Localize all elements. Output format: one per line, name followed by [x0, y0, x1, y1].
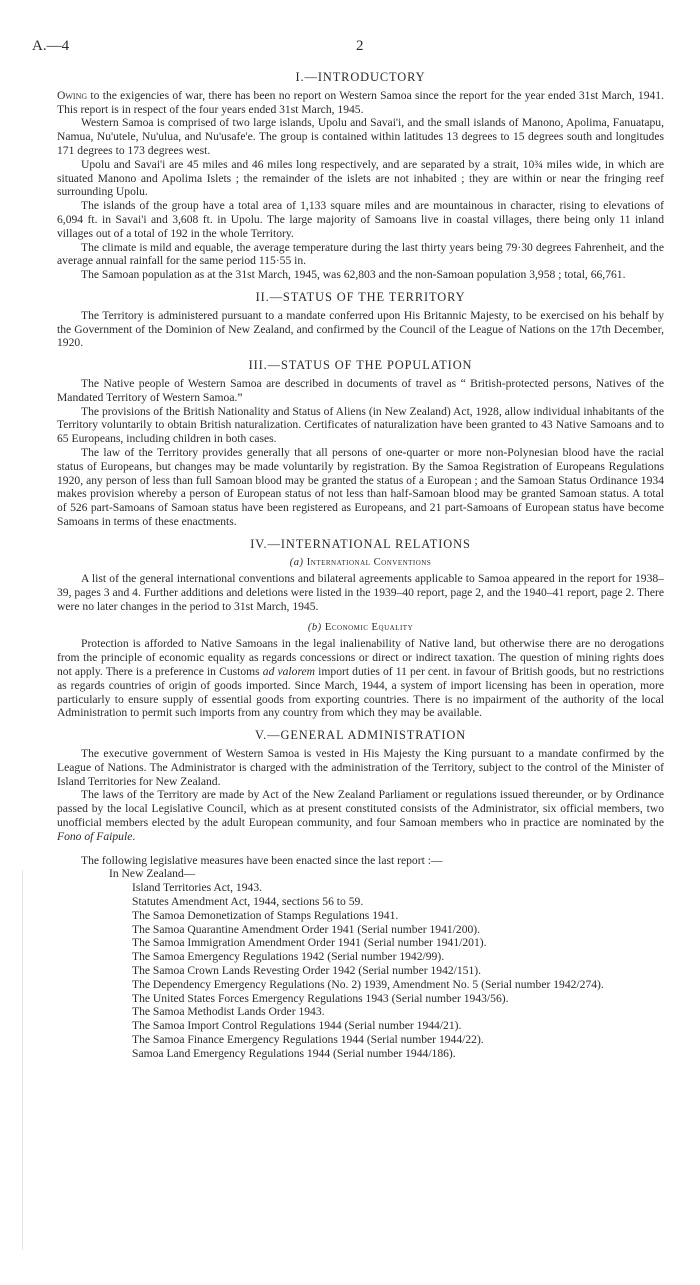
subsection-title-conventions	[57, 556, 664, 570]
subsection-label: (b)	[307, 621, 322, 633]
list-item: The Samoa Import Control Regulations 1944 (Serial number 1944/21).	[132, 1019, 462, 1033]
paragraph	[57, 89, 664, 117]
list-item: The Samoa Crown Lands Revesting Order 1942 (Serial number 1942/151).	[132, 964, 482, 978]
list-item: The Samoa Demonetization of Stamps Regulations 1941.	[132, 908, 399, 922]
legislation-list	[57, 881, 664, 1060]
list-item: The Dependency Emergency Regulations (No. 2) 1939, Amendment No. 5 (Serial number 1942/274).	[132, 977, 604, 991]
paragraph	[57, 788, 664, 843]
list-item: Statutes Amendment Act, 1944, sections 56 to 59.	[132, 895, 364, 909]
paragraph: The islands of the group have a total area of 1,133 square miles and are mountainous in character, rising to elevations of 6,094 ft. in Savai'i and 3,608 ft. in Upolu. The large majority of Samoans live in coastal villages, there being only 11 inland villages out of a total of 192 in the whole Territory.	[57, 199, 664, 240]
list-item: Island Territories Act, 1943.	[132, 881, 263, 895]
paragraph-text: to the exigencies of war, there has been no report on Western Samoa since the report for the year ended 31st March, 1941. This report is in respect of the four years ended 31st March, 1945.	[57, 88, 664, 116]
running-header	[32, 38, 668, 58]
subsection-heading: Economic Equality	[324, 621, 414, 633]
paragraph-text: .	[132, 829, 136, 843]
section-title-status-population: III.—STATUS OF THE POPULATION	[248, 358, 473, 373]
subsection-title-economic-equality	[57, 621, 664, 635]
paragraph-text: The laws of the Territory are made by Act of the New Zealand Parliament or regulations issued thereunder, or by Ordinance passed by the local Legislative Council, which as at present constituted consists of the Administrator, six official members, two unofficial members elected by the adult European community, and four Samoan members who in practice are nominated by the	[57, 788, 664, 830]
paragraph-text: Protection is afforded to Native Samoans in the legal inalienability of Native land, but otherwise there are no derogations from the principle of economic equality as regards concessions or direct or indirect taxation. The question of mining rights does not apply. There is a preference in Customs	[57, 637, 664, 679]
paragraph: Upolu and Savai'i are 45 miles and 46 miles long respectively, and are separated by a strait, 10¾ miles wide, in which are situated Manono and Apolima Islets ; the remainder of the islets are not inhabited ; they are within or near the fringing reef surrounding Upolu.	[57, 157, 664, 199]
paragraph: The executive government of Western Samoa is vested in His Majesty the King pursuant to a mandate confirmed by the League of Nations. The Administrator is charged with the administration of the Territory, subject to the control of the Minister of Island Territories for New Zealand.	[57, 747, 664, 788]
paragraph: The following legislative measures have been enacted since the last report :—	[81, 853, 443, 867]
paragraph: The Territory is administered pursuant to a mandate conferred upon His Britannic Majesty, to be exercised on his behalf by the Government of the Dominion of New Zealand, and confirmed by the Council of the League of Nations on the 17th December, 1920.	[57, 308, 664, 350]
italic-term: Fono of Faipule	[57, 829, 133, 843]
list-item: The Samoa Quarantine Amendment Order 1941 (Serial number 1941/200).	[132, 922, 481, 936]
paragraph: Western Samoa is comprised of two large islands, Upolu and Savai'i, and the small islands of Manono, Apolima, Fanuatapu, Namua, Nu'utele, Nu'ulua, and Nu'usafe'e. The group is contained within latitudes 13 degrees to 15 degrees south and longitudes 171 degrees to 173 degrees west.	[57, 116, 664, 157]
paragraph: A list of the general international conventions and bilateral agreements applicable to Samoa appeared in the report for 1938–39, pages 3 and 4. Further additions and deletions were listed in the 1939–40 report, page 2, and the 1940–41 report, page 2. There were no later changes in the period to 31st March, 1945.	[57, 572, 664, 613]
list-heading: In New Zealand—	[109, 867, 196, 881]
list-item: The United States Forces Emergency Regulations 1943 (Serial number 1943/56).	[132, 991, 509, 1005]
page-number: 2	[356, 38, 364, 54]
subsection-label: (a)	[289, 556, 304, 568]
paragraph: The law of the Territory provides generally that all persons of one-quarter or more non-Polynesian blood have the racial status of Europeans, but changes may be made voluntarily by registration. By the Samoa Registration of Europeans Regulations 1920, any person of less than full Samoan blood may be granted the status of a European ; and the Samoan Status Ordinance 1934 makes provision whereby a person of European status of not less than half-Samoan blood may be granted Samoan status. A total of 526 part-Samoans of Samoan status have been registered as Europeans, and 21 part-Samoans of European status have become Samoans in terms of these enactments.	[57, 445, 664, 528]
paragraph: The climate is mild and equable, the average temperature during the last thirty years being 79·30 degrees Fahrenheit, and the average annual rainfall for the same period 115·55 in.	[57, 240, 664, 268]
paragraph: The Samoan population as at the 31st March, 1945, was 62,803 and the non-Samoan population 3,958 ; total, 66,761.	[81, 268, 626, 282]
list-item: The Samoa Immigration Amendment Order 1941 (Serial number 1941/201).	[132, 936, 487, 950]
section-title-general-administration: V.—GENERAL ADMINISTRATION	[254, 728, 467, 743]
section-title-status-territory: II.—STATUS OF THE TERRITORY	[255, 289, 466, 304]
subsection-heading: International Conventions	[306, 556, 432, 568]
lead-word: Owing	[57, 88, 88, 102]
italic-term: ad valorem	[262, 665, 316, 679]
page-fold-mark	[22, 870, 23, 1250]
list-item: The Samoa Methodist Lands Order 1943.	[132, 1005, 325, 1019]
list-item: Samoa Land Emergency Regulations 1944 (Serial number 1944/186).	[132, 1046, 456, 1060]
paragraph: The Native people of Western Samoa are described in documents of travel as “ British-protected persons, Natives of the Mandated Territory of Western Samoa.”	[57, 376, 664, 404]
document-body	[57, 71, 664, 1061]
section-title-introductory: I.—INTRODUCTORY	[295, 70, 426, 84]
list-item: The Samoa Finance Emergency Regulations 1944 (Serial number 1944/22).	[132, 1033, 484, 1046]
document-reference: A.—4	[32, 38, 70, 54]
section-title-international-relations: IV.—INTERNATIONAL RELATIONS	[250, 536, 471, 551]
paragraph-text: import duties of 11 per cent. in favour of British goods, but no restrictions as regards countries of origin of goods imported. Since March, 1944, a system of import licensing has been in operation, more particularly to ensure supply of essential goods from exporting countries. There is no impairment of the authority of the local Administration to permit such imports from any country from which they may be available.	[57, 665, 664, 720]
paragraph	[57, 637, 664, 720]
paragraph: The provisions of the British Nationality and Status of Aliens (in New Zealand) Act, 1928, allow individual inhabitants of the Territory voluntarily to obtain British naturalization. Certificates of naturalization have been granted to 43 Native Samoans and to 65 Europeans, including children in both cases.	[57, 404, 664, 446]
list-item: The Samoa Emergency Regulations 1942 (Serial number 1942/99).	[132, 950, 445, 964]
